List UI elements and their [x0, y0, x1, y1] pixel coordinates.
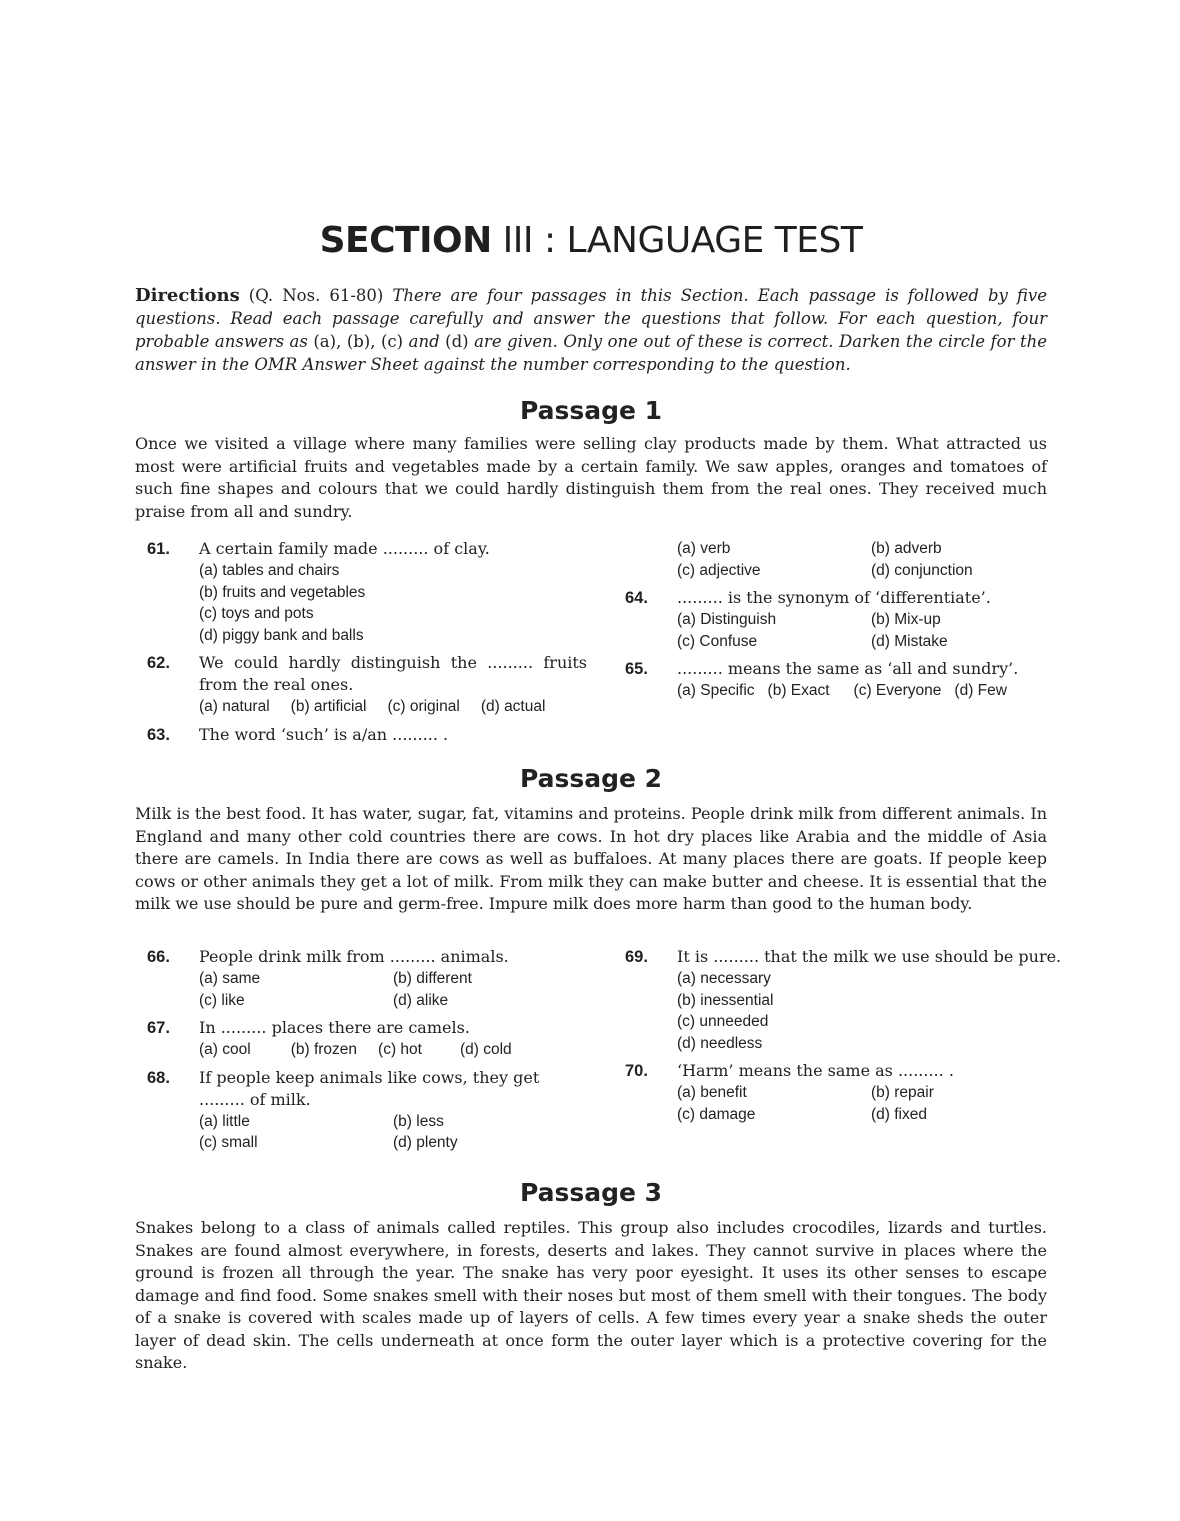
option[interactable]: (b) fruits and vegetables — [199, 583, 366, 601]
option[interactable]: (c) small — [199, 1134, 258, 1151]
question-66 — [147, 946, 587, 1011]
question-text: It is ......... that the milk we use should be pure. — [677, 947, 1062, 966]
question-64 — [625, 587, 1065, 652]
option[interactable]: (b) Mix-up — [871, 611, 941, 628]
option[interactable]: (b) repair — [871, 1084, 934, 1101]
passage-3-title: Passage 3 — [519, 1178, 663, 1207]
option[interactable]: (d) needless — [677, 1034, 763, 1052]
question-number: 65. — [625, 660, 648, 678]
option[interactable]: (b) inessential — [677, 991, 774, 1009]
passage-3-text: Snakes belong to a class of animals called reptiles. This group also includes crocodiles, lizards and turtles. Snakes are found almost everywhere, in forests, deserts and lakes. They cannot survive in places where the ground is frozen all through the year. The snake has very poor eyesight. It uses its other senses to escape damage and find food. Some snakes smell with their noses but most of them smell with their tongues. The body of a snake is covered with scales made up of layers of cells. A few times every year a snake sheds the outer layer of dead skin. The cells underneath at once form the outer layer which is a protective covering for the snake. — [135, 1218, 1047, 1372]
question-number: 61. — [147, 540, 170, 558]
option[interactable]: (a) benefit — [677, 1084, 747, 1101]
option[interactable]: (c) unneeded — [677, 1013, 769, 1030]
option[interactable]: (c) like — [199, 991, 245, 1009]
directions-text-2: are given. Only one out of these is correct. Darken the circle for the answer in the OMR Answer Sheet against the number corresponding to the question. — [135, 332, 1047, 374]
option-c-ref: (c) — [381, 332, 409, 351]
question-61 — [147, 538, 587, 646]
option[interactable]: (d) piggy bank and balls — [199, 626, 364, 644]
option[interactable]: (a) little — [199, 1112, 250, 1130]
option[interactable]: (b) frozen — [290, 1041, 358, 1058]
question-options — [199, 696, 587, 718]
option[interactable]: (b) different — [393, 970, 472, 987]
option[interactable]: (a) cool — [199, 1041, 251, 1058]
question-options — [677, 538, 1065, 581]
question-text: The word ‘such’ is a/an ......... . — [199, 724, 449, 744]
question-text: ......... is the synonym of ‘differentiate’. — [677, 588, 991, 607]
question-options — [677, 1082, 1065, 1125]
question-number: 68. — [147, 1068, 170, 1087]
option[interactable]: (c) original — [387, 698, 460, 715]
option[interactable]: (b) artificial — [290, 698, 367, 715]
option[interactable]: (d) Mistake — [871, 632, 948, 650]
question-number: 67. — [147, 1019, 170, 1037]
question-65 — [625, 658, 1065, 702]
question-69 — [625, 946, 1065, 1054]
question-text: We could hardly distinguish the ......... fruits from the real ones. — [199, 653, 587, 694]
directions-and: and — [408, 332, 446, 351]
question-options — [199, 1039, 587, 1061]
directions-label: Directions — [135, 285, 240, 306]
section-title-bold: SECTION — [319, 220, 492, 261]
section-title-rest: III : LANGUAGE TEST — [491, 220, 863, 261]
passage-1-title: Passage 1 — [519, 396, 663, 425]
option[interactable]: (a) necessary — [677, 970, 771, 987]
question-text: In ......... places there are camels. — [199, 1018, 470, 1037]
question-text: A certain family made ......... of clay. — [199, 539, 490, 558]
option[interactable]: (c) toys and pots — [199, 605, 314, 622]
passage-1-right-column — [625, 538, 1065, 702]
option[interactable]: (d) Few — [954, 682, 1007, 699]
question-number: 66. — [147, 948, 170, 966]
option[interactable]: (c) hot — [378, 1041, 422, 1058]
question-number: 63. — [147, 725, 170, 744]
option[interactable]: (a) same — [199, 970, 261, 987]
passage-2-title: Passage 2 — [519, 764, 663, 793]
option[interactable]: (d) actual — [480, 698, 546, 715]
passage-2-right-column — [625, 946, 1065, 1125]
question-text: If people keep animals like cows, they get ......... of milk. — [199, 1067, 540, 1109]
question-text: ‘Harm’ means the same as ......... . — [677, 1061, 954, 1080]
directions-text-1: There are four passages in this Section. Each passage is followed by five questions. Read each passage carefully and answer the questions that follow. For each question, four probable answers as — [135, 286, 1047, 351]
option[interactable]: (b) Exact — [767, 682, 830, 699]
question-63-options — [625, 538, 1065, 581]
question-number: 62. — [147, 654, 170, 672]
option-b-ref: (b), — [346, 332, 381, 351]
question-number: 69. — [625, 948, 648, 966]
option[interactable]: (d) conjunction — [871, 561, 973, 579]
question-number: 70. — [625, 1062, 648, 1080]
passage-2-text: Milk is the best food. It has water, sugar, fat, vitamins and proteins. People drink milk from different animals. In England and many other cold countries there are cows. In hot dry places like Arabia and the middle of Asia there are camels. In India there are cows as well as buffaloes. At many places there are goats. If people keep cows or other animals they get a lot of milk. From milk they can make butter and cheese. It is essential that the milk we use should be pure and germ-free. Impure milk does more harm than good to the human body. — [135, 804, 1047, 913]
passage-1-left-column — [147, 538, 587, 746]
option[interactable]: (c) Everyone — [853, 682, 942, 699]
question-text: ......... means the same as ‘all and sundry’. — [677, 659, 1019, 678]
question-number: 64. — [625, 589, 648, 607]
question-options — [199, 560, 587, 646]
question-68 — [147, 1067, 587, 1154]
question-70 — [625, 1060, 1065, 1125]
question-options — [677, 609, 1065, 652]
section-title — [135, 220, 1047, 261]
option[interactable]: (d) cold — [459, 1041, 512, 1058]
passage-1-text: Once we visited a village where many families were selling clay products made by them. What attracted us most were artificial fruits and vegetables made by a certain family. We saw apples, oranges and tomatoes of such fine shapes and colours that we could hardly distinguish them from the real ones. They received much praise from all and sundry. — [135, 434, 1047, 521]
option[interactable]: (a) tables and chairs — [199, 562, 340, 579]
option[interactable]: (a) Specific — [677, 682, 755, 699]
option[interactable]: (c) damage — [677, 1105, 756, 1123]
option[interactable]: (a) Distinguish — [677, 611, 777, 628]
question-63 — [147, 724, 587, 746]
option-a-ref: (a), — [313, 332, 347, 351]
directions — [135, 284, 1047, 376]
question-options — [199, 1111, 587, 1154]
directions-qnos: (Q. Nos. 61-80) — [239, 286, 393, 305]
question-options — [677, 968, 1065, 1054]
question-options — [199, 968, 587, 1011]
question-text: People drink milk from ......... animals. — [199, 947, 509, 966]
option-d-ref: (d) — [445, 332, 475, 351]
question-67 — [147, 1017, 587, 1061]
option[interactable]: (c) Confuse — [677, 632, 758, 650]
option[interactable]: (d) fixed — [871, 1105, 927, 1123]
option[interactable]: (b) adverb — [871, 540, 942, 557]
option[interactable]: (c) adjective — [677, 561, 761, 579]
passage-2-left-column — [147, 946, 587, 1154]
option[interactable]: (a) verb — [677, 540, 731, 557]
option[interactable]: (d) alike — [393, 991, 449, 1009]
option[interactable]: (a) natural — [199, 698, 270, 715]
option[interactable]: (b) less — [393, 1112, 444, 1130]
question-options — [677, 680, 1065, 702]
option[interactable]: (d) plenty — [393, 1134, 458, 1151]
question-62 — [147, 652, 587, 718]
